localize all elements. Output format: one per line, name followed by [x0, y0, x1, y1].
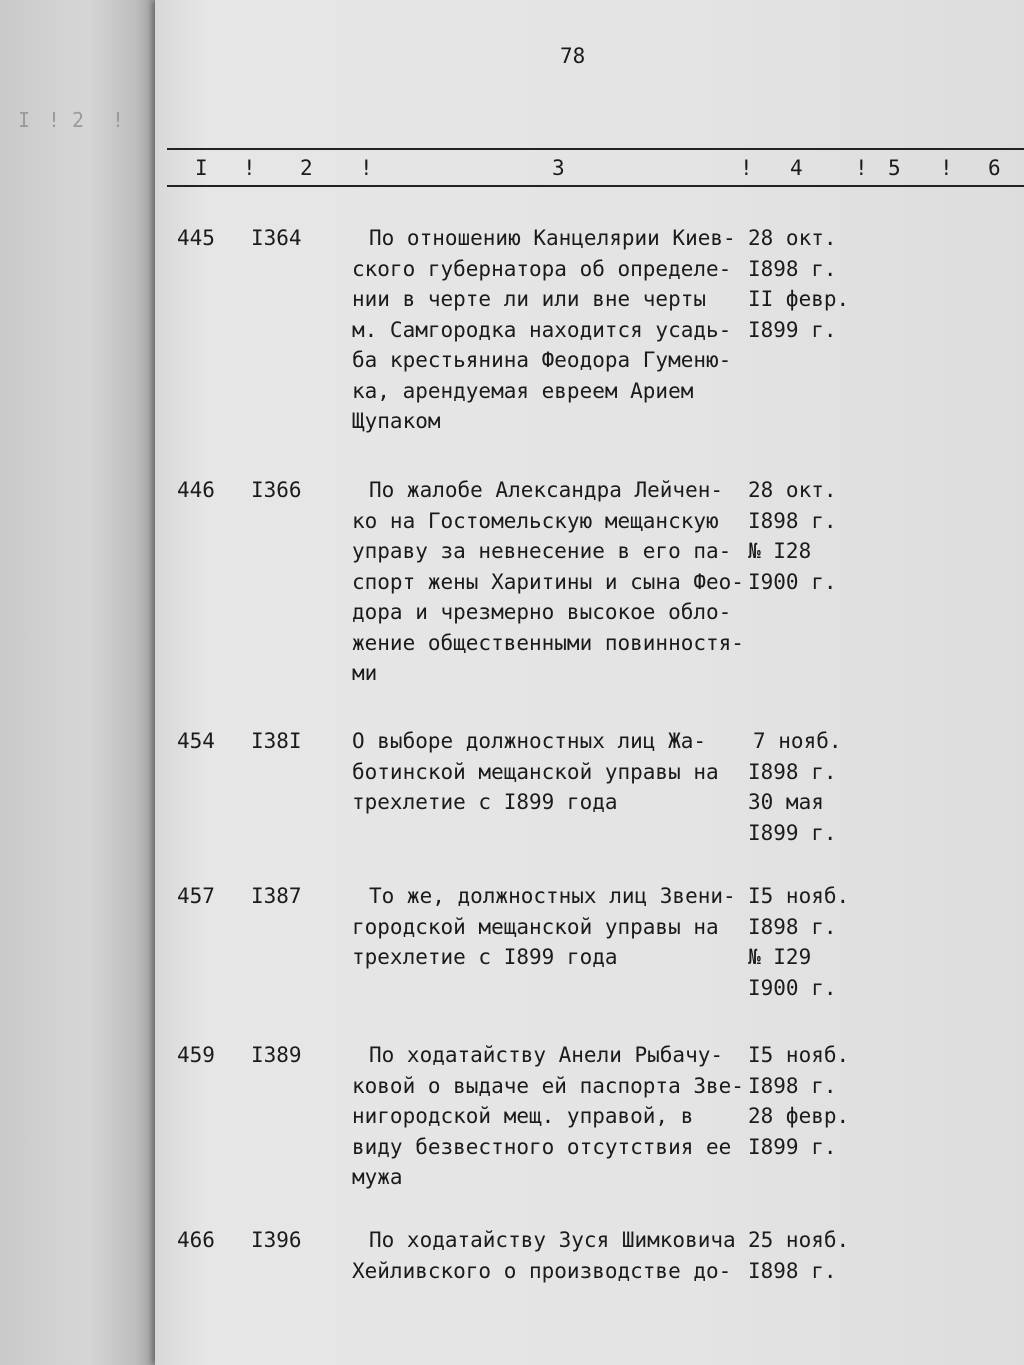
- date-line: № I29: [748, 945, 812, 969]
- document-page: [155, 0, 1024, 1365]
- column-header-2: 2: [300, 156, 313, 180]
- description-line: ского губернатора об определе-: [352, 256, 732, 281]
- description-line: Хейливского о производстве до-: [352, 1258, 732, 1283]
- date-line: I5 нояб.: [748, 884, 850, 908]
- previous-page-edge: [0, 0, 160, 1365]
- description-line: управу за невнесение в его па-: [352, 539, 732, 563]
- previous-page-header-col1: I: [18, 108, 31, 132]
- table-header-bottom-rule: [167, 185, 1024, 187]
- date-line: I898 г.: [748, 759, 837, 784]
- column-separator: !: [855, 156, 868, 180]
- column-separator: !: [740, 156, 753, 180]
- entry-number: 445: [177, 226, 215, 250]
- description-line: жение общественными повинностя-: [352, 630, 744, 655]
- date-line: I898 г.: [748, 256, 837, 281]
- entry-code: I387: [251, 884, 302, 908]
- description-line: По отношению Канцелярии Киев-: [369, 226, 736, 250]
- description-line: ми: [352, 661, 378, 685]
- previous-page-header-sep2: !: [112, 108, 125, 132]
- entry-dates: [748, 1040, 858, 1162]
- description-line: О выборе должностных лиц Жа-: [352, 729, 707, 753]
- date-line: 25 нояб.: [748, 1228, 850, 1252]
- description-line: нии в черте ли или вне черты: [352, 287, 707, 311]
- date-line: 7 нояб.: [753, 729, 842, 753]
- entry-number: 457: [177, 884, 215, 908]
- date-line: I898 г.: [748, 1258, 837, 1283]
- description-line: Щупаком: [352, 409, 441, 433]
- date-line: № I28: [748, 539, 812, 563]
- column-header-1: I: [195, 156, 208, 180]
- description-line: трехлетие с I899 года: [352, 945, 618, 969]
- description-line: По жалобе Александра Лейчен-: [369, 478, 724, 502]
- date-line: 30 мая: [748, 790, 824, 814]
- description-line: ка, арендуемая евреем Арием: [352, 378, 694, 403]
- entry-dates: [748, 475, 858, 597]
- date-line: II февр.: [748, 287, 850, 311]
- date-line: I900 г.: [748, 975, 837, 1000]
- date-line: I5 нояб.: [748, 1043, 850, 1067]
- entry-code: I366: [251, 478, 302, 502]
- description-line: трехлетие с I899 года: [352, 790, 618, 814]
- date-line: I898 г.: [748, 914, 837, 939]
- description-line: мужа: [352, 1165, 403, 1189]
- entry-code: I364: [251, 226, 302, 250]
- entry-description: [352, 881, 752, 973]
- table-header-top-rule: [167, 148, 1024, 150]
- entry-code: I38I: [251, 729, 302, 753]
- date-line: 28 окт.: [748, 226, 837, 250]
- entry-dates: [748, 881, 858, 1003]
- description-line: виду безвестного отсутствия ее: [352, 1134, 732, 1159]
- date-line: I900 г.: [748, 569, 837, 594]
- entry-description: [352, 726, 752, 818]
- entry-dates: [748, 726, 858, 848]
- date-line: 28 февр.: [748, 1104, 850, 1128]
- description-line: То же, должностных лиц Звени-: [369, 884, 736, 908]
- description-line: По ходатайству Зуся Шимковича: [369, 1228, 736, 1252]
- date-line: I899 г.: [748, 1134, 837, 1159]
- entry-description: [352, 475, 752, 689]
- entry-description: [352, 1040, 752, 1193]
- entry-code: I396: [251, 1228, 302, 1252]
- column-header-5: 5: [888, 156, 901, 180]
- entry-number: 459: [177, 1043, 215, 1067]
- date-line: I898 г.: [748, 508, 837, 533]
- entry-number: 446: [177, 478, 215, 502]
- date-line: I899 г.: [748, 317, 837, 342]
- description-line: городской мещанской управы на: [352, 914, 719, 939]
- page-number: 78: [560, 44, 586, 68]
- previous-page-header-col2: 2: [72, 108, 85, 132]
- column-header-4: 4: [790, 156, 803, 180]
- entry-dates: [748, 1225, 858, 1286]
- description-line: ба крестьянина Феодора Гуменю-: [352, 348, 732, 372]
- description-line: нигородской мещ. управой, в: [352, 1104, 694, 1128]
- description-line: м. Самгородка находится усадь-: [352, 317, 732, 342]
- description-line: спорт жены Харитины и сына Фео-: [352, 569, 744, 594]
- entry-number: 466: [177, 1228, 215, 1252]
- column-separator: !: [360, 156, 373, 180]
- column-separator: !: [940, 156, 953, 180]
- entry-description: [352, 1225, 752, 1286]
- entry-description: [352, 223, 752, 437]
- entry-code: I389: [251, 1043, 302, 1067]
- description-line: дора и чрезмерно высокое обло-: [352, 600, 732, 624]
- date-line: I898 г.: [748, 1073, 837, 1098]
- description-line: ко на Гостомельскую мещанскую: [352, 508, 719, 533]
- column-header-6: 6: [988, 156, 1001, 180]
- entry-number: 454: [177, 729, 215, 753]
- previous-page-header-sep: !: [48, 108, 61, 132]
- description-line: ковой о выдаче ей паспорта Зве-: [352, 1073, 744, 1098]
- column-separator: !: [243, 156, 256, 180]
- description-line: ботинской мещанской управы на: [352, 759, 719, 784]
- date-line: I899 г.: [748, 820, 837, 845]
- entry-dates: [748, 223, 858, 345]
- column-header-3: 3: [552, 156, 565, 180]
- date-line: 28 окт.: [748, 478, 837, 502]
- description-line: По ходатайству Анели Рыбачу-: [369, 1043, 724, 1067]
